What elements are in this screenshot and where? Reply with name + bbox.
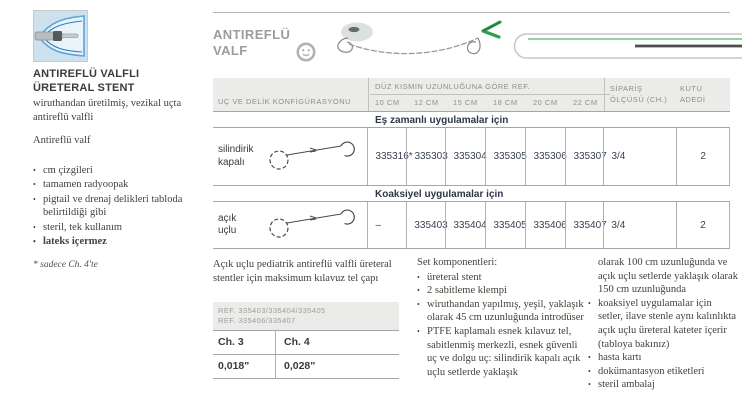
note-item: • dokümantasyon etiketleri	[588, 365, 739, 379]
box-qty-cell: 2	[676, 202, 729, 248]
config-cell	[213, 202, 367, 248]
stent-product-illustration	[328, 14, 513, 77]
ref-cell: 335307	[565, 128, 603, 185]
feature-item: • steril, tek kullanım	[33, 221, 209, 235]
table-row	[213, 201, 730, 248]
ref-cell: 335404	[445, 202, 485, 248]
stent-tip-image	[33, 10, 88, 62]
size-col: 18 CM	[493, 98, 518, 107]
table-bottom-rule	[213, 248, 730, 249]
right-notes	[588, 256, 739, 392]
section-title-coaxial: Koaksiyel uygulamalar için	[213, 185, 730, 201]
config-label-line1: silindirik	[218, 144, 254, 155]
order-size-cell: 3/4	[603, 202, 676, 248]
note-item: • koaksiyel uygulamalar için setler, ilave stenle aynı kalınlıkta açık uçlu üreteral kateter içerir (tabloya bakınız)	[588, 297, 739, 351]
ref-cell: 335406	[525, 202, 565, 248]
size-col: 10 CM	[375, 98, 400, 107]
stent-cross-section-icon	[295, 41, 317, 68]
guidewire-ref-line2: REF. 335406/335407	[218, 316, 296, 325]
ref-cell: 335403	[406, 202, 445, 248]
note-item: • hasta kartı	[588, 351, 739, 365]
set-component-item: • wiruthandan yapılmış, yeşil, yaklaşık olarak 45 cm uzunluğunda introdüser	[417, 298, 589, 325]
double-pigtail-icon	[265, 206, 361, 244]
ref-cell: 335407	[565, 202, 603, 248]
page-title	[213, 27, 290, 59]
section-title-simultaneous: Eş zamanlı uygulamalar için	[213, 111, 730, 127]
set-component-item: • üreteral stent	[417, 271, 589, 285]
feature-list	[33, 164, 209, 249]
box-qty-cell: 2	[676, 128, 729, 185]
config-label-line1: açık	[218, 212, 237, 224]
box-qty-header: KUTU ADEDİ	[680, 84, 706, 104]
config-column-header: UÇ VE DELİK KONFİGÜRASYONU	[218, 97, 352, 106]
table-header	[213, 78, 730, 111]
feature-item: • cm çizgileri	[33, 164, 209, 178]
stent-tip-illustration	[34, 11, 87, 61]
header-divider	[604, 78, 605, 111]
guidewire-table	[213, 302, 399, 379]
feature-item: • pigtail ve drenaj delikleri tabloda belirtildiği gibi	[33, 193, 209, 221]
ref-header-rule	[370, 94, 610, 95]
table-row	[213, 127, 730, 185]
feature-item: • lateks içermez	[33, 235, 209, 249]
ref-cell: 335405	[485, 202, 525, 248]
order-size-header: SİPARİŞ ÖLÇÜSÜ (CH.)	[610, 84, 668, 104]
size-col: 15 CM	[453, 98, 478, 107]
set-component-item: • PTFE kaplamalı esnek kılavuz tel, sabitlenmiş merkezli, esnek güvenli uç ve dolgu uç: silindirik kapalı açık uçlu setlerde yaklaşık	[417, 325, 589, 379]
header-divider	[368, 78, 369, 111]
double-pigtail-icon	[265, 137, 361, 177]
size-col: 12 CM	[414, 98, 439, 107]
top-rule	[213, 12, 730, 13]
feature-item: • tamamen radyoopak	[33, 178, 209, 192]
set-components-list	[417, 271, 589, 380]
ch-label: Ch. 3	[218, 336, 244, 348]
footnote: * sadece Ch. 4'te	[33, 260, 98, 270]
ref-cell: 335306	[525, 128, 565, 185]
ch-label: Ch. 4	[275, 331, 399, 354]
ref-cell: 335303	[406, 128, 445, 185]
product-heading-line1: ANTIREFLÜ VALFLI	[33, 68, 140, 80]
guidewire-diameter-row	[213, 355, 399, 379]
guidewire-ref-header	[213, 302, 399, 331]
set-components-title: Set komponentleri:	[417, 257, 498, 268]
config-label-line2: uçlu	[218, 225, 237, 236]
page-title-line2: VALF	[213, 43, 248, 58]
diameter-value: 0,028"	[275, 355, 399, 378]
config-label-line2: kapalı	[218, 156, 245, 168]
size-col: 22 CM	[573, 98, 598, 107]
continuation-text: olarak 100 cm uzunluğunda ve açık uçlu setlerde yaklaşık olarak 150 cm uzunluğunda	[598, 257, 738, 296]
order-size-cell: 3/4	[603, 128, 676, 185]
page-title-line1: ANTIREFLÜ	[213, 27, 291, 42]
product-heading-line2: ÜRETERAL STENT	[33, 82, 135, 94]
note-item: • steril ambalaj	[588, 378, 739, 392]
product-table	[213, 78, 730, 249]
size-column-headers	[368, 96, 604, 109]
guidewire-ch-row	[213, 331, 399, 355]
ref-cell: 335304	[445, 128, 485, 185]
valve-label: Antireflü valf	[33, 135, 91, 146]
ref-cell: 335316*	[367, 128, 406, 185]
diameter-value: 0,018"	[218, 360, 250, 372]
guidewire-ref-line1: REF. 335403/335404/335405	[218, 306, 326, 315]
product-heading	[33, 67, 139, 95]
ref-cell: 335305	[485, 128, 525, 185]
guidewire-intro: Açık uçlu pediatrik antireflü valfli üreteral stentler için maksimum kılavuz tel çapı	[213, 259, 392, 284]
introducer-illustration	[513, 30, 742, 69]
product-subtext: wiruthandan üretilmiş, vezikal uçta antireflü valfli	[33, 98, 182, 123]
config-cell	[213, 128, 367, 185]
size-col: 20 CM	[533, 98, 558, 107]
ref-cell: –	[367, 202, 406, 248]
set-components	[417, 256, 589, 379]
ref-header: DÜZ KISMIN UZUNLUĞUNA GÖRE REF.	[375, 82, 531, 91]
set-component-item: • 2 sabitleme klempi	[417, 284, 589, 298]
right-notes-list	[588, 297, 739, 392]
